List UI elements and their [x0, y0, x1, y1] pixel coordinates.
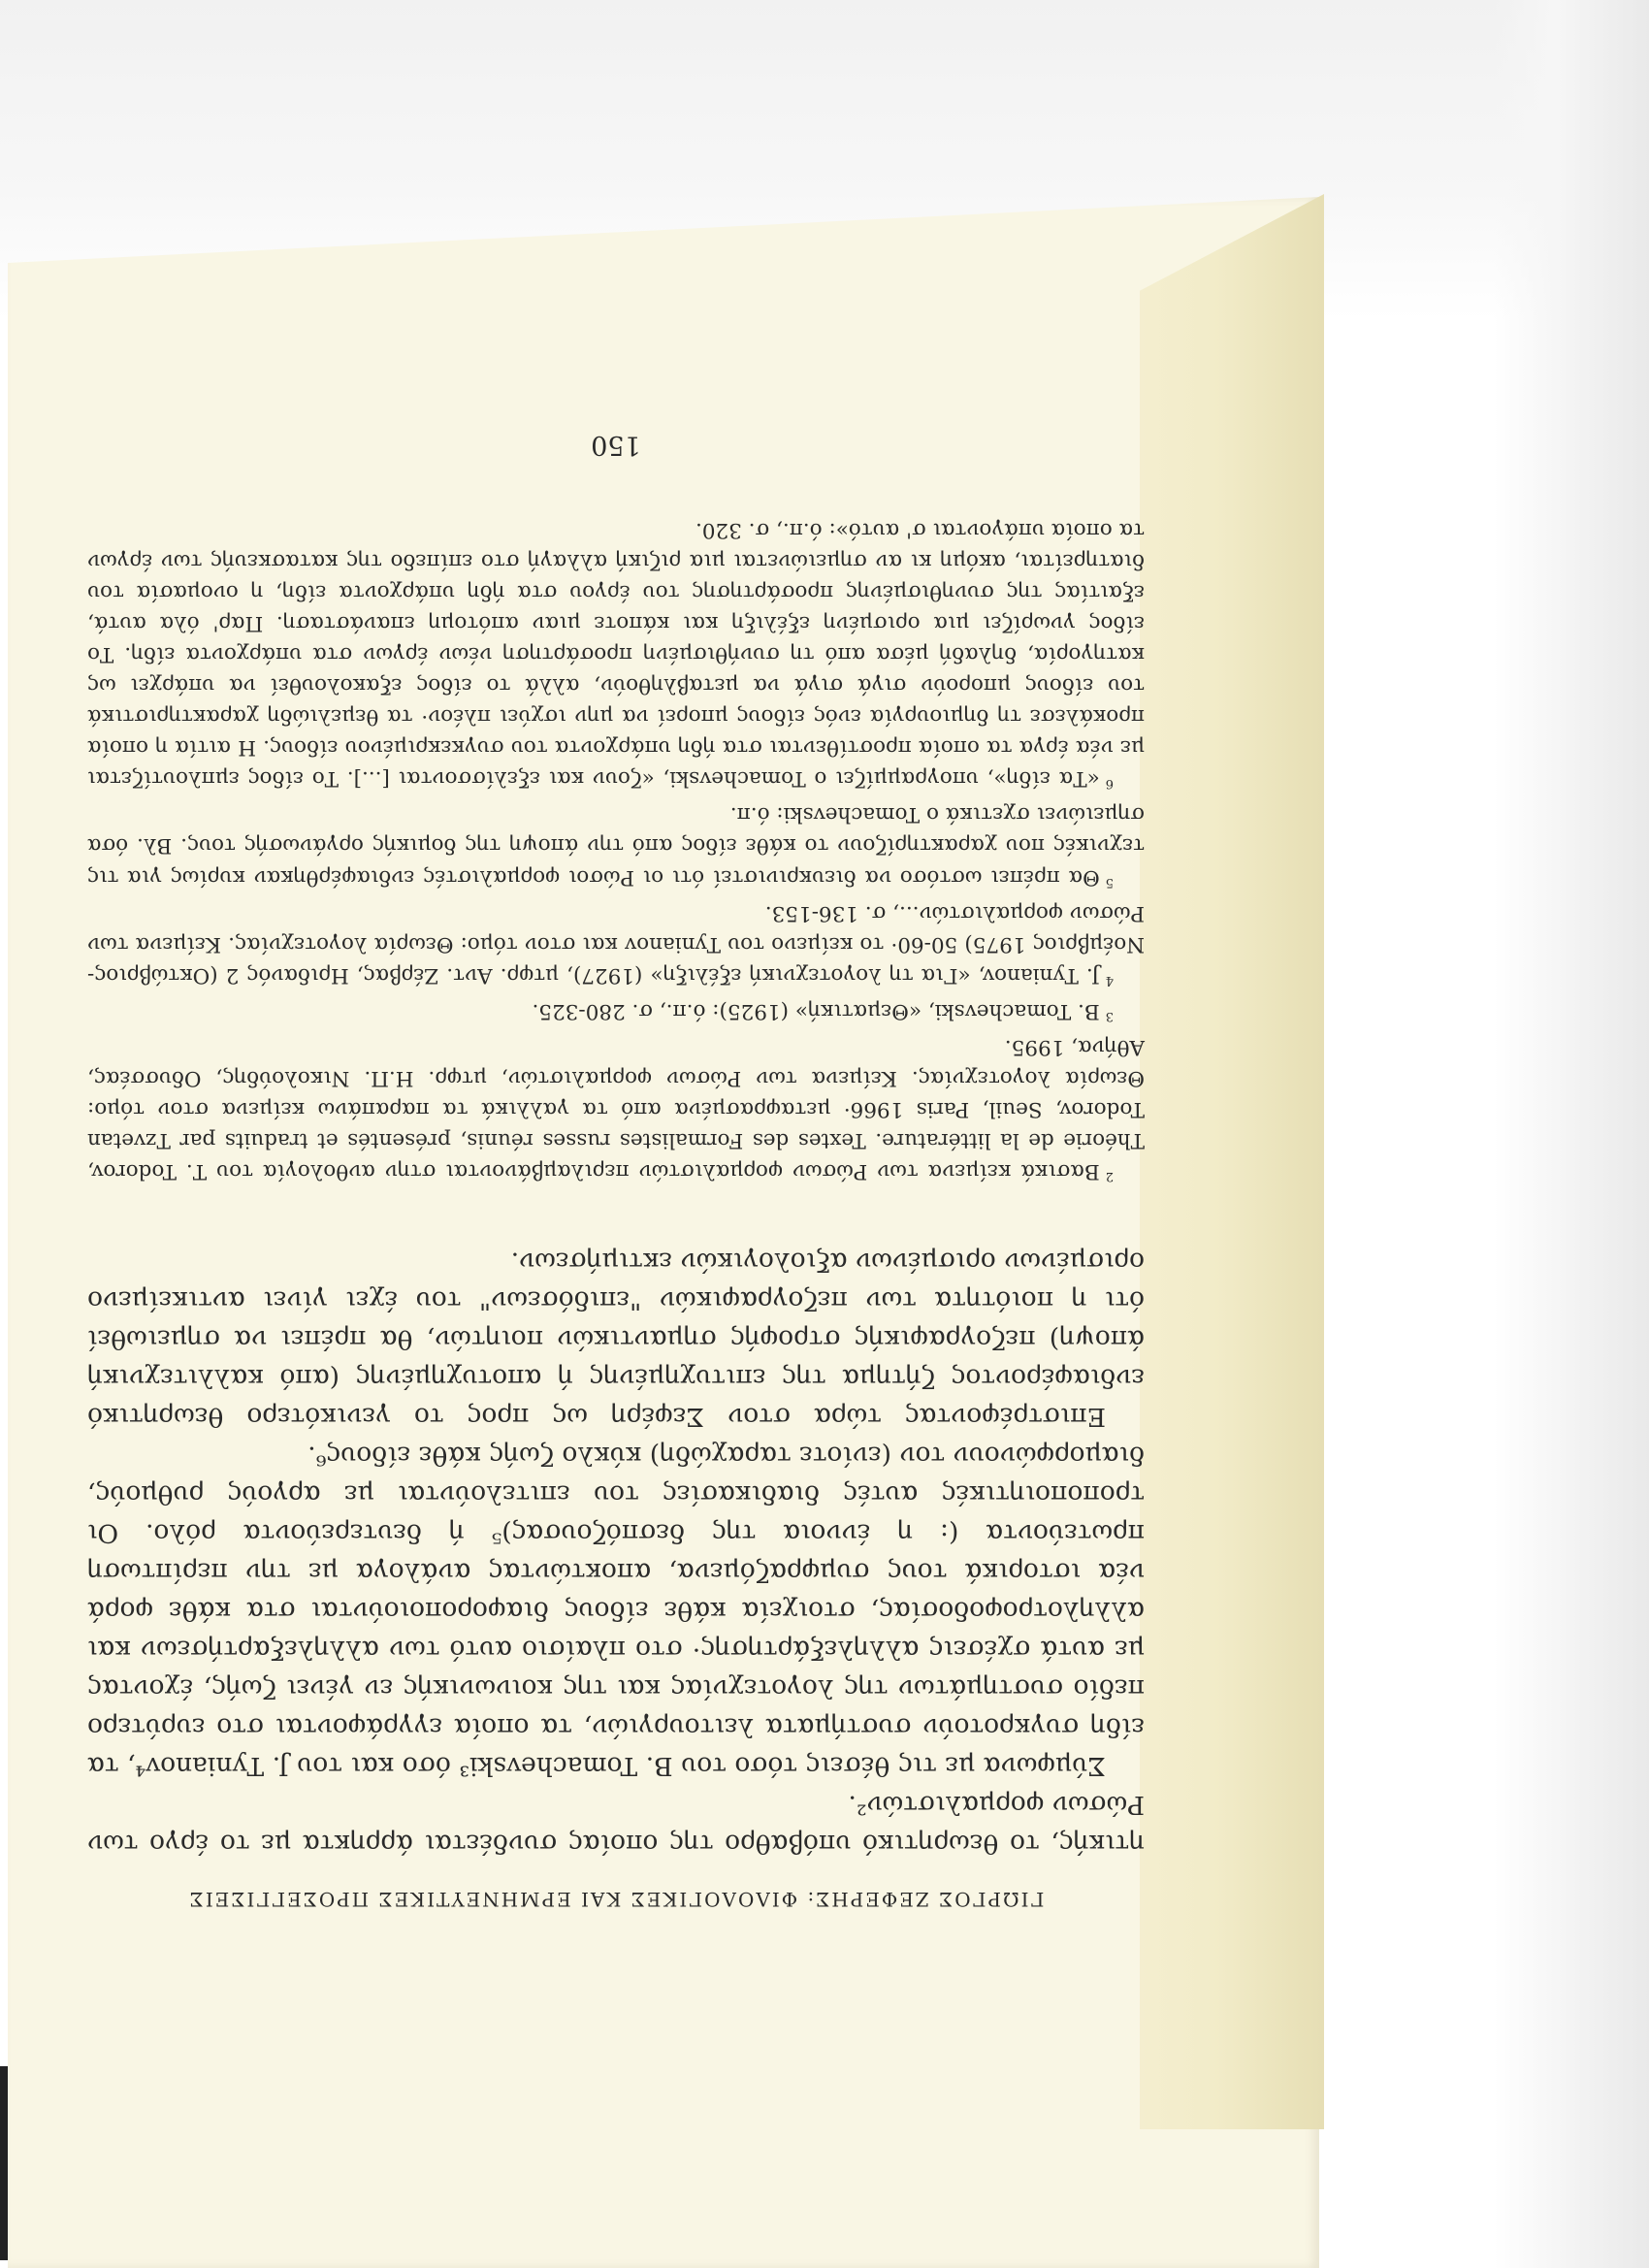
footnote-3: [87, 995, 1145, 1031]
paragraph-2: Σύμφωνα με τις θέσεις τόσο του Β. Tomachevski³ όσο και του J. Tynianov⁴, τα είδη συγκροτούν συστήματα λειτουργιών, τα οποία εγγράφονται στο ευρύτερο πεδίο συστημάτων της λογοτεχνίας και της κοινωνικής εν γένει ζωής, έχοντας με αυτά σχέσεις αλληλεξάρτησης· στο πλαίσιο αυτό των αλληλεξαρτήσεων και αλληλοτροφοδοσίας, στοιχεία κάθε είδους διαφοροποιούνται στα κάθε φορά νέα ιστορικά τους συμφραζόμενα, αποκτώντας ανάλογα με την περίπτωση πρωτεύοντα (: η έννοια της δεσπόζουσας)⁵ ή δευτερεύοντα ρόλο. Οι τροποποιητικές αυτές διαδικασίες του επιτελούνται με αργούς ρυθμούς, διαμορφώνουν τον (ενίοτε ταραχώδη) κύκλο ζωής κάθε είδους⁶.: [87, 1441, 1145, 1781]
footnote-number: 3: [1105, 1008, 1114, 1023]
footnote-number: 4: [1105, 972, 1114, 988]
footnote-number: 6: [1105, 776, 1114, 792]
page-stack-edge: [1140, 194, 1324, 2129]
rotated-text-block: [87, 427, 1145, 1911]
body-text: [87, 1242, 1145, 1863]
page-number: 150: [591, 430, 641, 461]
footnote-2: [87, 1031, 1145, 1191]
footnote-6: [87, 514, 1145, 798]
footnote-text: Βασικά κείμενα των Ρώσων φορμαλιστών περιλαμβάνονται στην ανθολογία του Τ. Todorov, Théorie de la littérature. Textes des Formalistes russes réunis, présentés et traduits par Tzvetan Todorov, Seuil, Paris 1966· μεταφρασμένα από τα γαλλικά τα παραπάνω κείμενα στον τόμο: Θεωρία λογοτεχνίας. Κείμενα των Ρώσων φορμαλιστών, μτφρ. Η.Π. Νικολούδης, Οδυσσέας, Αθήνα, 1995.: [87, 1034, 1145, 1183]
footnote-4: [87, 897, 1145, 995]
footnote-text: J. Tynianov, «Για τη λογοτεχνική εξέλιξη» (1927), μτφρ. Αντ. Ζέρβας, Ηριδανός 2 (Οκτώβριος-Νοέμβριος 1975) 50-60· το κείμενο του Tynianov και στον τόμο: Θεωρία λογοτεχνίας. Κείμενα των Ρώσων φορμαλιστών..., σ. 136-153.: [87, 900, 1145, 988]
footnote-text: Β. Tomachevski, «Θεματική» (1925): ό.π., σ. 280-325.: [532, 998, 1100, 1023]
paragraph-3: Επιστρέφοντας τώρα στον Σεφέρη ως προς το γενικότερο θεωρητικό ενδιαφέροντος ζήτημα της επιτυχημένης ή αποτυχημένης (από καλλιτεχνική άποψη) πεζογραφικής στροφής σημαντικών ποιητών, θα πρέπει να σημειωθεί ότι η ποιότητα των πεζογραφικών "επιδόσεων" του έχει γίνει αντικείμενο ορισμένων ορισμένων αξιολογικών εκτιμήσεων.: [87, 1247, 1145, 1432]
scanner-shadow: [1494, 0, 1649, 2268]
footnote-number: 2: [1105, 1169, 1114, 1183]
running-header: ΓΙΩΡΓΟΣ ΖΕΦΕΡΗΣ: ΦΙΛΟΛΟΓΙΚΕΣ ΚΑΙ ΕΡΜΗΝΕΥΤΙΚΕΣ ΠΡΟΣΕΓΓΙΣΕΙΣ: [187, 1888, 1045, 1911]
scan-edge-mark: [0, 2066, 8, 2260]
footnotes: [87, 514, 1145, 1191]
footnote-text: «Τα είδη», υπογραμμίζει ο Tomachevski, «ζουν και εξελίσσονται [...]. Το είδος εμπλουτίζεται με νέα έργα τα οποία προστίθενται στα ήδη υπάρχοντα του συγκεκριμένου είδους. Η αιτία η οποία προκάλεσε τη δημιουργία ενός είδους μπορεί να μην ισχύει πλέον· τα θεμελιώδη χαρακτηριστικά του είδους μπορούν σιγά σιγά να μεταβληθούν, αλλά το είδος εξακολουθεί να υπάρχει ως κατηγορία, δηλαδή μέσα από τη συνήθισμένη προσάρτηση νέων έργων στα υπάρχοντα είδη. Το είδος γνωρίζει μια ορισμένη εξέλιξη και κάποτε μιαν απότομη επανάσταση. Παρ' όλα αυτά, εξαιτίας της συνηθισμένης προσάρτησης του έργου στα ήδη υπάρχοντα είδη, η ονομασία του διατηρείται, ακόμη κι αν σημειώνεται μια ριζική αλλαγή στο επίπεδο της κατασκευής των έργων τα οποία υπάγονται σ' αυτό»: ό.π., σ. 320.: [87, 518, 1145, 792]
footnote-number: 5: [1105, 874, 1114, 890]
footnote-5: [87, 798, 1145, 896]
paragraph-1: ητικής, το θεωρητικό υπόβαθρο της οποίας συνδέεται άρρηκτα με το έργο των Ρώσων φορμαλιστών².: [87, 1790, 1145, 1859]
footnote-text: Θα πρέπει ωστόσο να διευκρινιστεί ότι οι Ρώσοι φορμαλιστές ενδιαφέρθηκαν κυρίως για τις τεχνικές που χαρακτηρίζουν το κάθε είδος από την άποψη της δομικής οργάνωσής τους. Βλ. όσα σημειώνει σχετικά ο Tomachevski: ό.π.: [87, 802, 1145, 890]
